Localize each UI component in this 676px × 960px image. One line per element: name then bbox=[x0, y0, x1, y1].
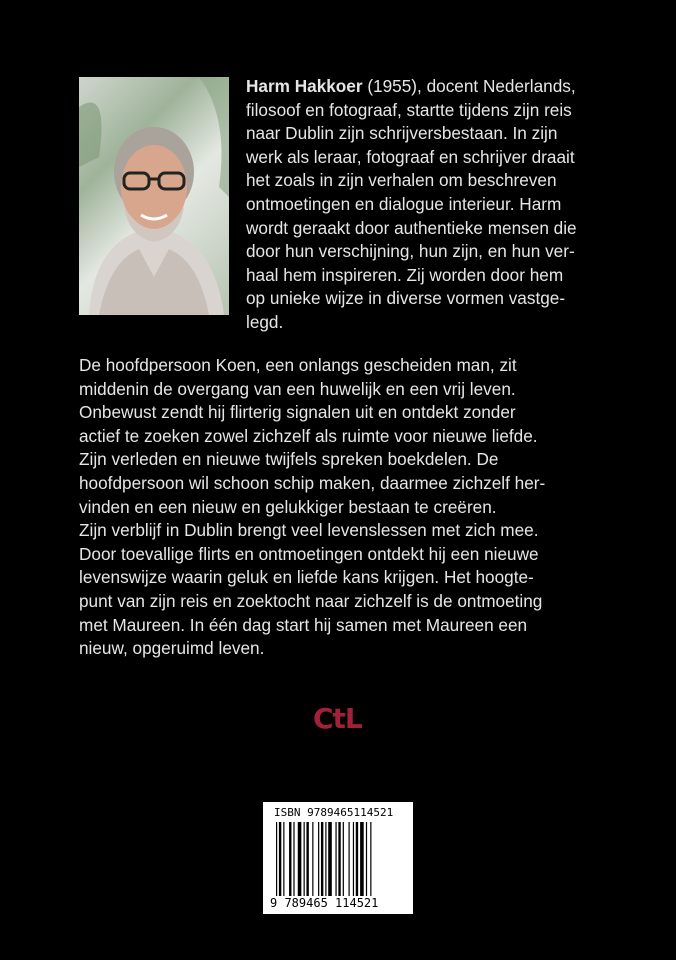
story-line: hoofdpersoon wil schoon schip maken, daarmee zichzelf her- bbox=[79, 472, 546, 493]
story-blurb bbox=[79, 354, 639, 661]
bio-line-text: (1955), docent Nederlands, bbox=[362, 76, 576, 96]
barcode-bar bbox=[343, 822, 344, 907]
barcode-bar bbox=[304, 822, 305, 907]
barcode-bar bbox=[366, 822, 367, 907]
barcode-bar bbox=[293, 822, 294, 907]
barcode-bar bbox=[306, 822, 308, 907]
barcode-bar bbox=[276, 822, 277, 907]
author-portrait-icon bbox=[79, 77, 229, 315]
barcode-bar bbox=[318, 822, 319, 907]
bio-line: haal hem inspireren. Zij worden door hem bbox=[246, 264, 564, 285]
barcode-bar bbox=[335, 822, 336, 907]
barcode-bar bbox=[353, 822, 354, 907]
bio-line: wordt geraakt door authentieke mensen die bbox=[246, 217, 577, 238]
author-photo bbox=[79, 77, 229, 315]
story-line: Door toevallige flirts en ontmoetingen ontdekt hij een nieuwe bbox=[79, 543, 539, 564]
barcode-bar bbox=[325, 822, 326, 907]
barcode-bar bbox=[289, 822, 291, 907]
author-name: Harm Hakkoer bbox=[246, 76, 363, 96]
story-line: Zijn verblijf in Dublin brengt veel levenslessen met zich mee. bbox=[79, 520, 539, 541]
story-line: levenswijze waarin geluk en liefde kans krijgen. Het hoogte- bbox=[79, 567, 534, 588]
isbn-barcode bbox=[263, 802, 413, 914]
story-line: De hoofdpersoon Koen, een onlangs gescheiden man, zit bbox=[79, 355, 517, 375]
barcode-bar bbox=[356, 822, 358, 907]
barcode-bar bbox=[279, 822, 281, 907]
barcode-bar bbox=[283, 822, 284, 907]
publisher-logo: CtL bbox=[313, 702, 362, 735]
barcode-bar bbox=[321, 822, 323, 907]
bio-line: op unieke wijze in diverse vormen vastge- bbox=[246, 288, 566, 309]
story-line: vinden en een nieuw en gelukkiger bestaan te creëren. bbox=[79, 496, 497, 517]
story-line: nieuw, opgeruimd leven. bbox=[79, 638, 265, 659]
barcode-bar bbox=[328, 822, 332, 907]
barcode-bar bbox=[370, 822, 371, 907]
bio-line: door hun verschijning, hun zijn, en hun ver- bbox=[246, 241, 575, 262]
author-bio bbox=[246, 75, 636, 335]
isbn-digits: 9 789465 114521 bbox=[270, 896, 379, 910]
bio-line: legd. bbox=[246, 311, 284, 332]
bio-line: het zoals in zijn verhalen om beschreven bbox=[246, 170, 557, 191]
barcode-bars-icon bbox=[276, 822, 401, 907]
bio-line: filosoof en fotograaf, startte tijdens zijn reis bbox=[246, 99, 572, 120]
barcode-bar bbox=[360, 822, 364, 907]
story-line: met Maureen. In één dag start hij samen met Maureen een bbox=[79, 614, 528, 635]
barcode-bar bbox=[298, 822, 302, 907]
story-line: Zijn verleden en nieuwe twijfels spreken boekdelen. De bbox=[79, 449, 499, 470]
story-line: Onbewust zendt hij flirterig signalen uit en ontdekt zonder bbox=[79, 402, 516, 423]
barcode-bar bbox=[338, 822, 340, 907]
bio-line: werk als leraar, fotograaf en schrijver draait bbox=[246, 146, 575, 167]
story-line: middenin de overgang van een huwelijk en een vrij leven. bbox=[79, 378, 516, 399]
barcode-bar bbox=[349, 822, 350, 907]
bio-line: ontmoetingen en dialogue interieur. Harm bbox=[246, 193, 562, 214]
story-line: actief te zoeken zowel zichzelf als ruimte voor nieuwe liefde. bbox=[79, 425, 538, 446]
bio-line bbox=[246, 75, 636, 99]
story-line: punt van zijn reis en zoektocht naar zichzelf is de ontmoeting bbox=[79, 590, 543, 611]
isbn-label: ISBN 9789465114521 bbox=[274, 806, 394, 819]
bio-line: naar Dublin zijn schrijversbestaan. In zijn bbox=[246, 123, 558, 144]
barcode-bar bbox=[312, 822, 313, 907]
